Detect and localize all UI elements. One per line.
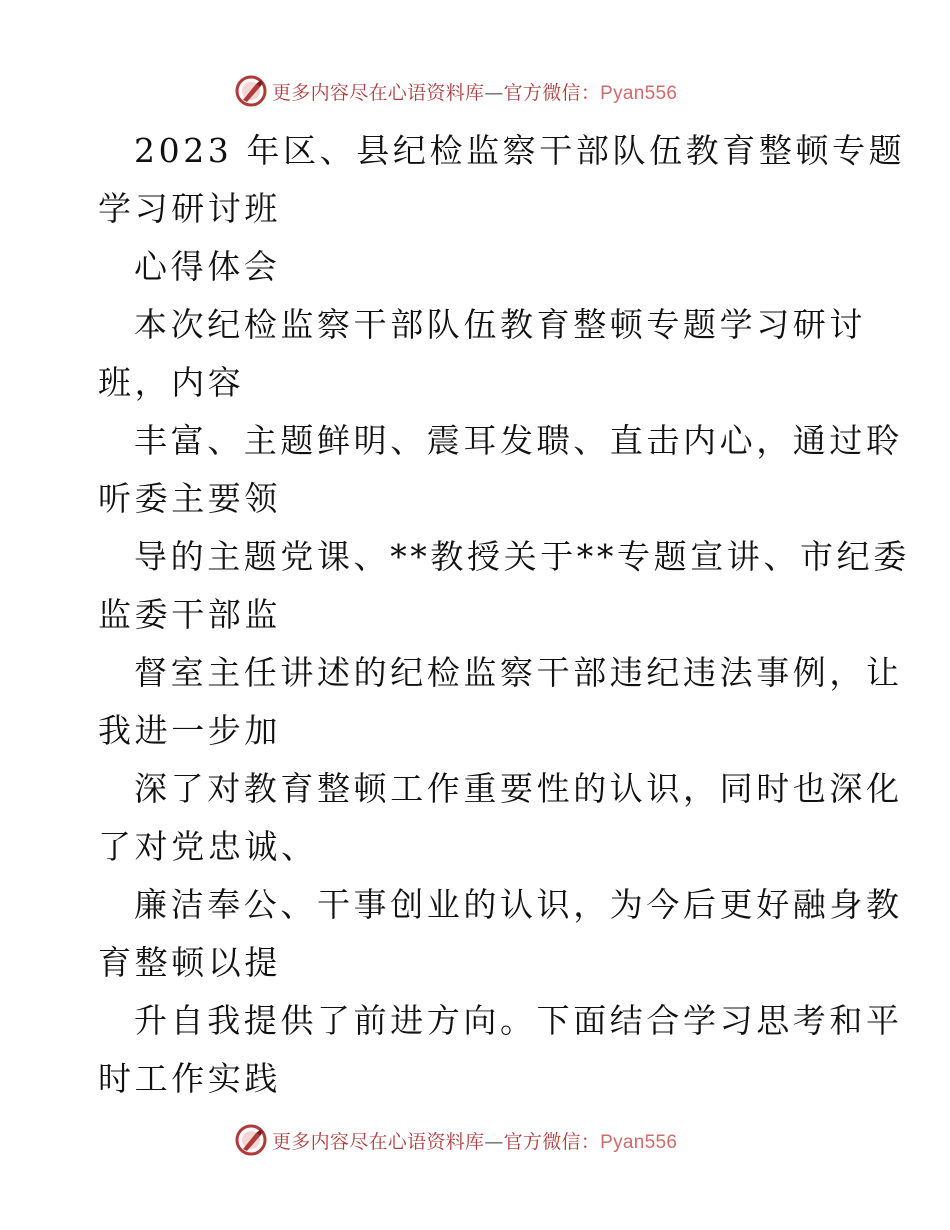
paragraph-line: 深了对教育整顿工作重要性的认识，同时也深化 [134,769,903,808]
watermark-main: 更多内容尽在心语资料库 [272,1130,485,1153]
header-watermark [234,71,677,111]
watermark-wechat-handle: Pyan556 [600,1131,678,1153]
watermark-wechat-label: 官方微信： [503,1130,601,1153]
watermark-text [272,1127,677,1154]
paragraph-line: 本次纪检监察干部队伍教育整顿专题学习研讨 [134,305,866,344]
paragraph-line: 升自我提供了前进方向。下面结合学习思考和平 [134,1001,903,1040]
title-line-2: 学习研讨班 [98,189,281,228]
paragraph-line: 班，内容 [98,363,245,402]
watermark-text [272,78,677,105]
paragraph-line: 导的主题党课、**教授关于**专题宣讲、市纪委 [134,537,910,576]
document-body [98,122,910,1108]
paragraph-line: 督室主任讲述的纪检监察干部违纪违法事例，让 [134,653,903,692]
paragraph-line: 了对党忠诚、 [98,827,318,866]
watermark-main: 更多内容尽在心语资料库 [272,81,485,104]
watermark-wechat-label: 官方微信： [503,81,601,104]
watermark-separator: — [484,1130,504,1153]
pen-nib-seal-icon [234,74,268,108]
paragraph-line: 我进一步加 [98,711,281,750]
pen-nib-seal-icon [234,1123,268,1157]
paragraph-line: 时工作实践 [98,1059,281,1098]
paragraph-line: 丰富、主题鲜明、震耳发聩、直击内心，通过聆 [134,421,903,460]
title-line-1: 2023 年区、县纪检监察干部队伍教育整顿专题 [134,131,906,170]
watermark-wechat-handle: Pyan556 [600,82,678,104]
paragraph-line: 廉洁奉公、干事创业的认识，为今后更好融身教 [134,885,903,924]
subtitle-line: 心得体会 [134,247,281,286]
paragraph-line: 监委干部监 [98,595,281,634]
paragraph-line: 育整顿以提 [98,943,281,982]
watermark-separator: — [484,81,504,104]
footer-watermark [234,1120,677,1160]
paragraph-line: 听委主要领 [98,479,281,518]
